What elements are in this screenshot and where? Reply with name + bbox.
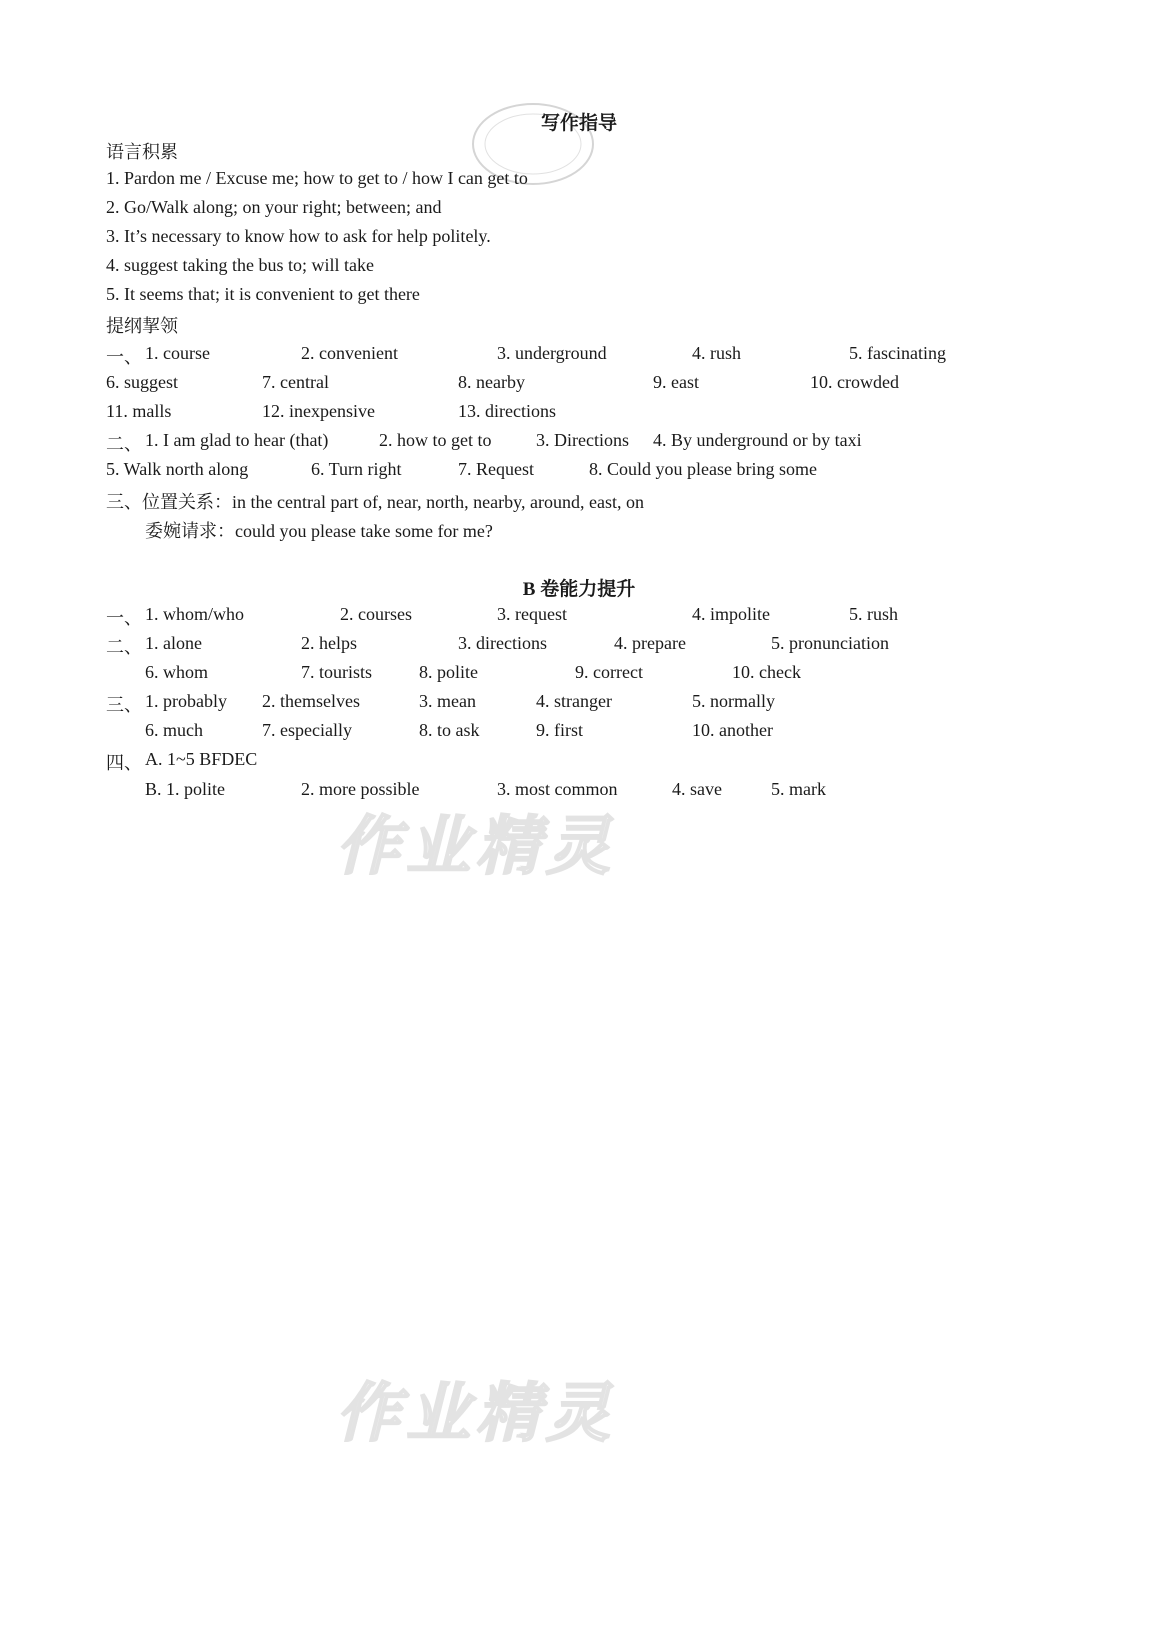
- part3-line-2: 委婉请求：could you please take some for me?: [145, 521, 493, 541]
- answer-item: 1. I am glad to hear (that): [145, 430, 329, 450]
- section-b-title: B 卷能力提升: [522, 579, 636, 600]
- answer-item: 1. whom/who: [145, 604, 244, 624]
- answer-item: 2. how to get to: [379, 430, 492, 450]
- answer-item: 6. whom: [145, 662, 208, 682]
- answer-item: 13. directions: [458, 401, 556, 421]
- answer-item: 9. correct: [575, 662, 643, 682]
- lang-line-4: 4. suggest taking the bus to; will take: [106, 255, 374, 275]
- answer-item: 11. malls: [106, 401, 172, 421]
- lang-line-5: 5. It seems that; it is convenient to get there: [106, 284, 420, 304]
- watermark-logo: 作业精灵: [336, 1377, 616, 1451]
- answer-item: 4. prepare: [614, 633, 686, 653]
- answer-item: 2. helps: [301, 633, 357, 653]
- answer-item: 5. pronunciation: [771, 633, 889, 653]
- p3-label: 三、: [106, 695, 142, 715]
- p4-label: 四、: [106, 753, 142, 773]
- subhead-outline: 提纲挈领: [106, 316, 178, 336]
- answer-item: 7. central: [262, 372, 329, 392]
- answer-item: 9. first: [536, 720, 583, 740]
- answer-item: 7. especially: [262, 720, 352, 740]
- part1-label: 一、: [106, 347, 142, 367]
- answer-item: 4. save: [672, 779, 722, 799]
- answer-item: B. 1. polite: [145, 779, 225, 799]
- answer-item: 5. mark: [771, 779, 826, 799]
- answer-item: 5. normally: [692, 691, 775, 711]
- answer-item: 5. rush: [849, 604, 898, 624]
- subhead-language: 语言积累: [106, 142, 178, 162]
- answer-item: 8. to ask: [419, 720, 480, 740]
- answer-item: 5. Walk north along: [106, 459, 249, 479]
- answer-item: 2. convenient: [301, 343, 398, 363]
- answer-item: 12. inexpensive: [262, 401, 375, 421]
- answer-item: 1. probably: [145, 691, 227, 711]
- answer-item: 1. course: [145, 343, 210, 363]
- answer-item: 4. rush: [692, 343, 741, 363]
- lang-line-3: 3. It’s necessary to know how to ask for help politely.: [106, 226, 491, 246]
- answer-item: 2. more possible: [301, 779, 420, 799]
- p1-label: 一、: [106, 608, 142, 628]
- p2-label: 二、: [106, 637, 142, 657]
- answer-item: 4. stranger: [536, 691, 612, 711]
- answer-item: 2. courses: [340, 604, 412, 624]
- part3-line-1: 三、位置关系：in the central part of, near, north, nearby, around, east, on: [106, 492, 644, 512]
- answer-item: 8. nearby: [458, 372, 525, 392]
- lang-line-2: 2. Go/Walk along; on your right; between; and: [106, 197, 442, 217]
- answer-item: 3. mean: [419, 691, 476, 711]
- part2-label: 二、: [106, 434, 142, 454]
- answer-item: 3. Directions: [536, 430, 629, 450]
- lang-line-1: 1. Pardon me / Excuse me; how to get to / how I can get to: [106, 168, 528, 188]
- answer-item: 8. Could you please bring some: [589, 459, 817, 479]
- answer-item: 8. polite: [419, 662, 478, 682]
- answer-item: 4. By underground or by taxi: [653, 430, 862, 450]
- answer-item: 10. another: [692, 720, 773, 740]
- section-a-title: 写作指导: [540, 113, 617, 134]
- answer-item: 3. underground: [497, 343, 607, 363]
- answer-item: 6. much: [145, 720, 203, 740]
- answer-item: 3. most common: [497, 779, 618, 799]
- watermark-logo: 作业精灵: [336, 810, 616, 884]
- answer-item: 6. Turn right: [311, 459, 402, 479]
- answer-item: 6. suggest: [106, 372, 178, 392]
- answer-item: 7. Request: [458, 459, 534, 479]
- answer-item: 5. fascinating: [849, 343, 946, 363]
- answer-item: A. 1~5 BFDEC: [145, 749, 258, 769]
- answer-item: 3. directions: [458, 633, 547, 653]
- answer-item: 7. tourists: [301, 662, 373, 682]
- answer-item: 9. east: [653, 372, 699, 392]
- answer-item: 10. crowded: [810, 372, 899, 392]
- answer-item: 4. impolite: [692, 604, 770, 624]
- answer-item: 1. alone: [145, 633, 202, 653]
- answer-item: 2. themselves: [262, 691, 360, 711]
- answer-item: 10. check: [732, 662, 801, 682]
- answer-item: 3. request: [497, 604, 567, 624]
